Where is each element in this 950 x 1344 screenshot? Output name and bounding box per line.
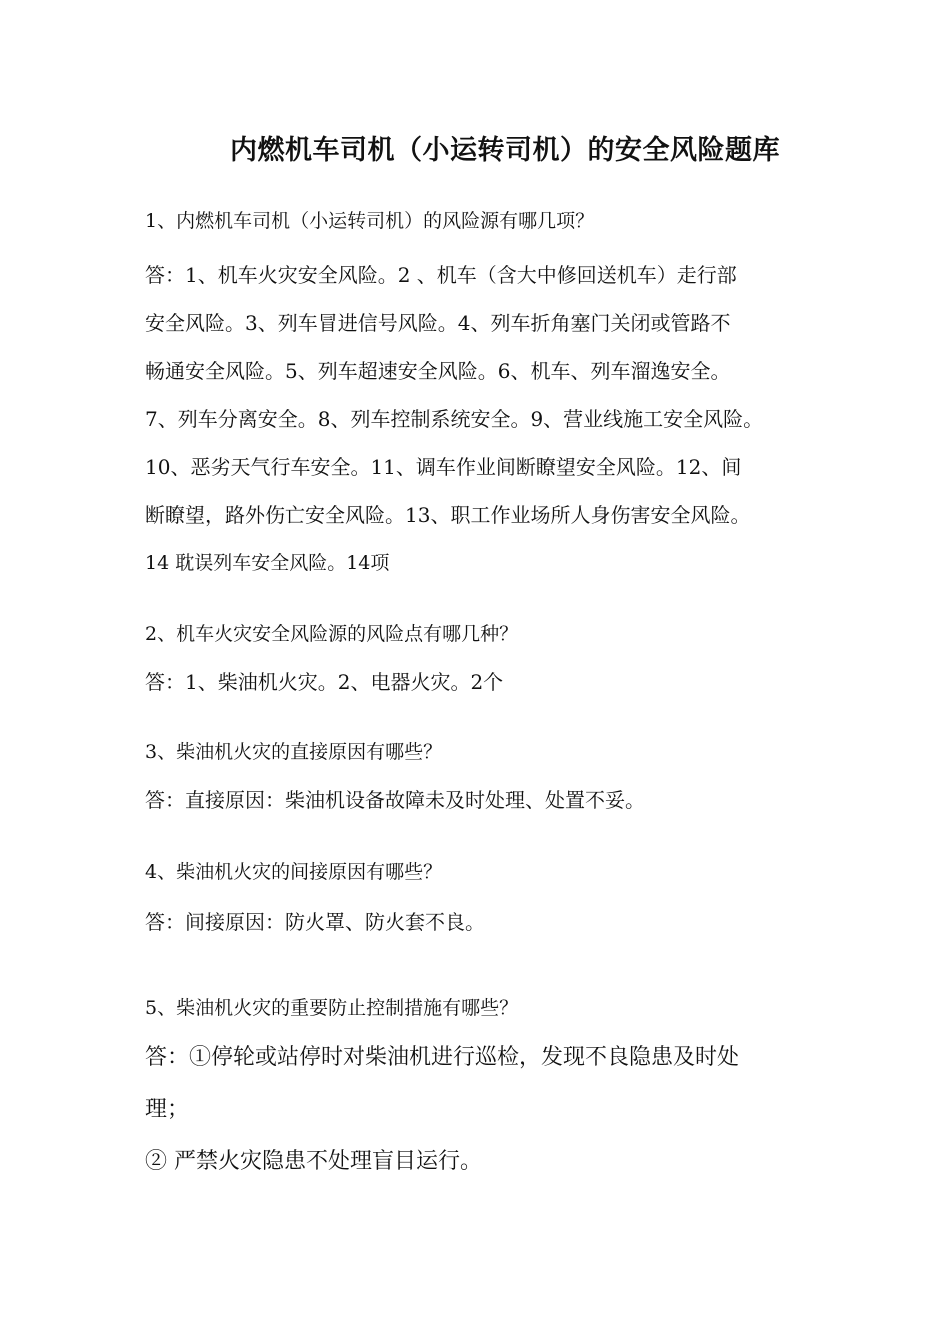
answer-2: 答：1、柴油机火灾。2、电器火灾。2个: [145, 670, 504, 694]
document-title: 内燃机车司机（小运转司机）的安全风险题库: [230, 135, 780, 166]
answer-1-line-3: 畅通安全风险。5、列车超速安全风险。6、机车、列车溜逸安全。: [145, 359, 731, 383]
answer-1-line-6: 断瞭望，路外伤亡安全风险。13、职工作业场所人身伤害安全风险。: [145, 503, 751, 527]
answer-1-line-5: 10、恶劣天气行车安全。11、调车作业间断瞭望安全风险。12、间: [145, 455, 742, 479]
question-4: 4、柴油机火灾的间接原因有哪些？: [145, 861, 443, 883]
question-1: 1、内燃机车司机（小运转司机）的风险源有哪几项？: [145, 210, 595, 232]
answer-3: 答：直接原因：柴油机设备故障未及时处理、处置不妥。: [145, 788, 645, 812]
answer-5-line-3: ② 严禁火灾隐患不处理盲目运行。: [145, 1149, 482, 1174]
answer-5-line-2: 理；: [145, 1097, 190, 1122]
question-5: 5、柴油机火灾的重要防止控制措施有哪些？: [145, 997, 519, 1019]
answer-1-line-4: 7、列车分离安全。8、列车控制系统安全。9、营业线施工安全风险。: [145, 407, 764, 431]
answer-4: 答：间接原因：防火罩、防火套不良。: [145, 910, 485, 934]
question-2: 2、机车火灾安全风险源的风险点有哪几种？: [145, 623, 519, 645]
answer-5-line-1: 答：①停轮或站停时对柴油机进行巡检，发现不良隐患及时处: [145, 1045, 740, 1070]
answer-1-line-2: 安全风险。3、列车冒进信号风险。4、列车折角塞门关闭或管路不: [145, 311, 731, 335]
answer-1-line-1: 答：1、机车火灾安全风险。2 、机车（含大中修回送机车）走行部: [145, 263, 737, 287]
question-3: 3、柴油机火灾的直接原因有哪些？: [145, 741, 443, 763]
answer-1-line-7: 14 耽误列车安全风险。14项: [145, 552, 390, 574]
